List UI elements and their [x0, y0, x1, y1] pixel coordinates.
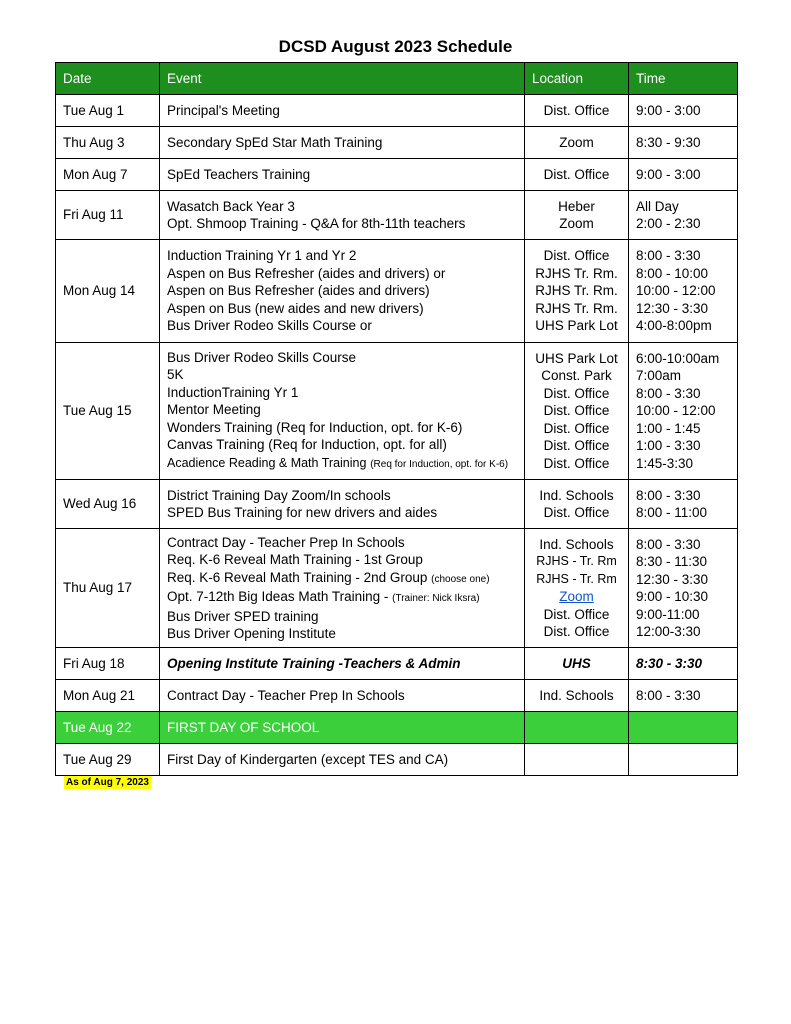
location-line: Ind. Schools	[539, 487, 614, 503]
location-line: Ind. Schools	[539, 536, 614, 552]
location-cell	[525, 343, 629, 480]
time-cell	[629, 529, 738, 648]
table-row	[56, 529, 738, 648]
event-line: Aspen on Bus (new aides and new drivers)	[167, 300, 424, 316]
as-of-note: As of Aug 7, 2023	[66, 777, 149, 788]
date-cell: Wed Aug 16	[56, 480, 160, 529]
event-line: Aspen on Bus Refresher (aides and drivers) or	[167, 265, 446, 281]
table-row	[56, 648, 738, 680]
date-cell: Fri Aug 11	[56, 191, 160, 240]
time-line: 2:00 - 2:30	[636, 216, 701, 231]
location-line: UHS Park Lot	[535, 350, 618, 366]
event-line: Contract Day - Teacher Prep In Schools	[167, 534, 405, 550]
event-cell	[160, 191, 525, 240]
event-note: (Trainer: Nick Iksra)	[392, 593, 480, 604]
time-line: 8:00 - 3:30	[636, 385, 701, 401]
location-line: Dist. Office	[543, 403, 610, 419]
time-cell	[629, 240, 738, 343]
location-cell	[525, 191, 629, 240]
location-cell	[525, 744, 629, 776]
table-row	[56, 744, 738, 776]
time-cell	[629, 744, 738, 776]
time-cell: 8:00 - 3:30	[629, 680, 738, 712]
header-date: Date	[56, 63, 160, 95]
event-line: SPED Bus Training for new drivers and aides	[167, 505, 438, 520]
time-line: 12:30 - 3:30	[636, 571, 709, 587]
event-line: Bus Driver Rodeo Skills Course or	[167, 318, 372, 334]
table-row	[56, 95, 738, 127]
time-line: 1:00 - 3:30	[636, 438, 701, 454]
location-line: Dist. Office	[543, 385, 610, 401]
location-line: Zoom	[559, 216, 594, 231]
location-line: RJHS - Tr. Rm	[536, 571, 617, 586]
location-cell: Dist. Office	[525, 95, 629, 127]
event-line: Req. K-6 Reveal Math Training - 1st Group	[167, 552, 423, 567]
schedule-table	[55, 62, 738, 776]
event-cell	[160, 529, 525, 648]
event-line: Wonders Training (Req for Induction, opt. for K-6)	[167, 419, 463, 435]
event-cell: Principal's Meeting	[160, 95, 525, 127]
event-main-text: Req. K-6 Reveal Math Training - 2nd Group	[167, 569, 428, 585]
date-cell: Tue Aug 22	[56, 712, 160, 744]
time-line: 8:00 - 3:30	[636, 248, 701, 264]
time-line: 7:00am	[636, 368, 682, 384]
table-row	[56, 191, 738, 240]
event-cell	[160, 343, 525, 480]
location-cell: Zoom	[525, 127, 629, 159]
time-line: 9:00-11:00	[636, 606, 700, 622]
location-line: RJHS Tr. Rm.	[535, 300, 618, 316]
location-cell	[525, 529, 629, 648]
date-cell: Thu Aug 3	[56, 127, 160, 159]
table-row	[56, 159, 738, 191]
location-cell: UHS	[525, 648, 629, 680]
table-row	[56, 240, 738, 343]
time-line: 12:00-3:30	[636, 624, 701, 639]
event-main-text: Acadience Reading & Math Training	[167, 455, 367, 470]
event-cell: First Day of Kindergarten (except TES and CA)	[160, 744, 525, 776]
event-line: InductionTraining Yr 1	[167, 384, 299, 400]
date-cell: Fri Aug 18	[56, 648, 160, 680]
location-line: Dist. Office	[543, 624, 610, 639]
table-row	[56, 680, 738, 712]
date-cell: Thu Aug 17	[56, 529, 160, 648]
location-line: Dist. Office	[543, 606, 610, 622]
event-cell: Secondary SpEd Star Math Training	[160, 127, 525, 159]
location-line: UHS Park Lot	[535, 318, 618, 334]
header-event: Event	[160, 63, 525, 95]
location-line: Dist. Office	[543, 438, 610, 454]
table-row	[56, 343, 738, 480]
event-line: 5K	[167, 367, 184, 383]
event-cell: SpEd Teachers Training	[160, 159, 525, 191]
location-cell: Ind. Schools	[525, 680, 629, 712]
location-line: Dist. Office	[543, 505, 610, 520]
event-line: Aspen on Bus Refresher (aides and drivers)	[167, 283, 430, 299]
time-line: 1:00 - 1:45	[636, 420, 701, 436]
event-note: (choose one)	[431, 573, 490, 585]
time-line: 8:00 - 3:30	[636, 487, 701, 503]
page-title: DCSD August 2023 Schedule	[278, 37, 513, 56]
event-line	[167, 569, 517, 589]
time-cell	[629, 343, 738, 480]
time-line: 9:00 - 10:30	[636, 589, 709, 604]
location-line: Heber	[558, 198, 595, 214]
date-cell: Mon Aug 14	[56, 240, 160, 343]
time-line: 4:00-8:00pm	[636, 318, 712, 334]
location-line: Dist. Office	[543, 455, 610, 471]
event-line: Bus Driver Opening Institute	[167, 626, 336, 641]
event-cell: Opening Institute Training -Teachers & Admin	[160, 648, 525, 680]
time-line: All Day	[636, 198, 679, 214]
location-cell	[525, 712, 629, 744]
event-cell	[160, 240, 525, 343]
time-cell: 9:00 - 3:00	[629, 159, 738, 191]
time-line: 12:30 - 3:30	[636, 300, 709, 316]
date-cell: Mon Aug 21	[56, 680, 160, 712]
time-cell	[629, 480, 738, 529]
location-line: Dist. Office	[543, 420, 610, 436]
event-line: District Training Day Zoom/In schools	[167, 487, 391, 503]
event-line: Opt. Shmoop Training - Q&A for 8th-11th teachers	[167, 216, 466, 231]
date-cell: Tue Aug 1	[56, 95, 160, 127]
event-line	[167, 588, 517, 608]
location-line: Const. Park	[541, 368, 612, 384]
time-cell: 9:00 - 3:00	[629, 95, 738, 127]
table-row	[56, 480, 738, 529]
header-row	[56, 63, 738, 95]
event-line: Mentor Meeting	[167, 402, 261, 418]
location-line: RJHS Tr. Rm.	[535, 265, 618, 281]
location-line: RJHS Tr. Rm.	[535, 283, 618, 299]
header-time: Time	[629, 63, 738, 95]
location-cell	[525, 240, 629, 343]
time-line: 10:00 - 12:00	[636, 403, 716, 419]
location-cell: Dist. Office	[525, 159, 629, 191]
table-row-first-day	[56, 712, 738, 744]
event-main-text: Opt. 7-12th Big Ideas Math Training -	[167, 589, 389, 604]
event-line: Induction Training Yr 1 and Yr 2	[167, 248, 357, 264]
header-location: Location	[525, 63, 629, 95]
event-line: Bus Driver SPED training	[167, 608, 319, 624]
time-cell: 8:30 - 3:30	[629, 648, 738, 680]
time-line: 1:45-3:30	[636, 455, 694, 471]
time-line: 8:00 - 10:00	[636, 265, 709, 281]
event-cell: FIRST DAY OF SCHOOL	[160, 712, 525, 744]
event-cell: Contract Day - Teacher Prep In Schools	[160, 680, 525, 712]
location-cell	[525, 480, 629, 529]
location-line: RJHS - Tr. Rm	[536, 554, 617, 568]
time-cell	[629, 712, 738, 744]
event-line	[167, 454, 517, 474]
time-cell: 8:30 - 9:30	[629, 127, 738, 159]
time-line: 10:00 - 12:00	[636, 283, 716, 299]
time-line: 8:00 - 3:30	[636, 536, 701, 552]
date-cell: Mon Aug 7	[56, 159, 160, 191]
event-note: (Req for Induction, opt. for K-6)	[370, 458, 509, 470]
event-line: Wasatch Back Year 3	[167, 198, 295, 214]
location-line: Dist. Office	[543, 248, 610, 264]
date-cell: Tue Aug 15	[56, 343, 160, 480]
time-line: 8:00 - 11:00	[636, 505, 708, 520]
event-line: Canvas Training (Req for Induction, opt. for all)	[167, 437, 447, 453]
time-line: 8:30 - 11:30	[636, 554, 708, 569]
time-line: 6:00-10:00am	[636, 350, 720, 366]
table-row	[56, 127, 738, 159]
date-cell: Tue Aug 29	[56, 744, 160, 776]
time-cell	[629, 191, 738, 240]
event-line: Bus Driver Rodeo Skills Course	[167, 349, 357, 365]
event-cell	[160, 480, 525, 529]
zoom-link[interactable]: Zoom	[559, 589, 594, 604]
